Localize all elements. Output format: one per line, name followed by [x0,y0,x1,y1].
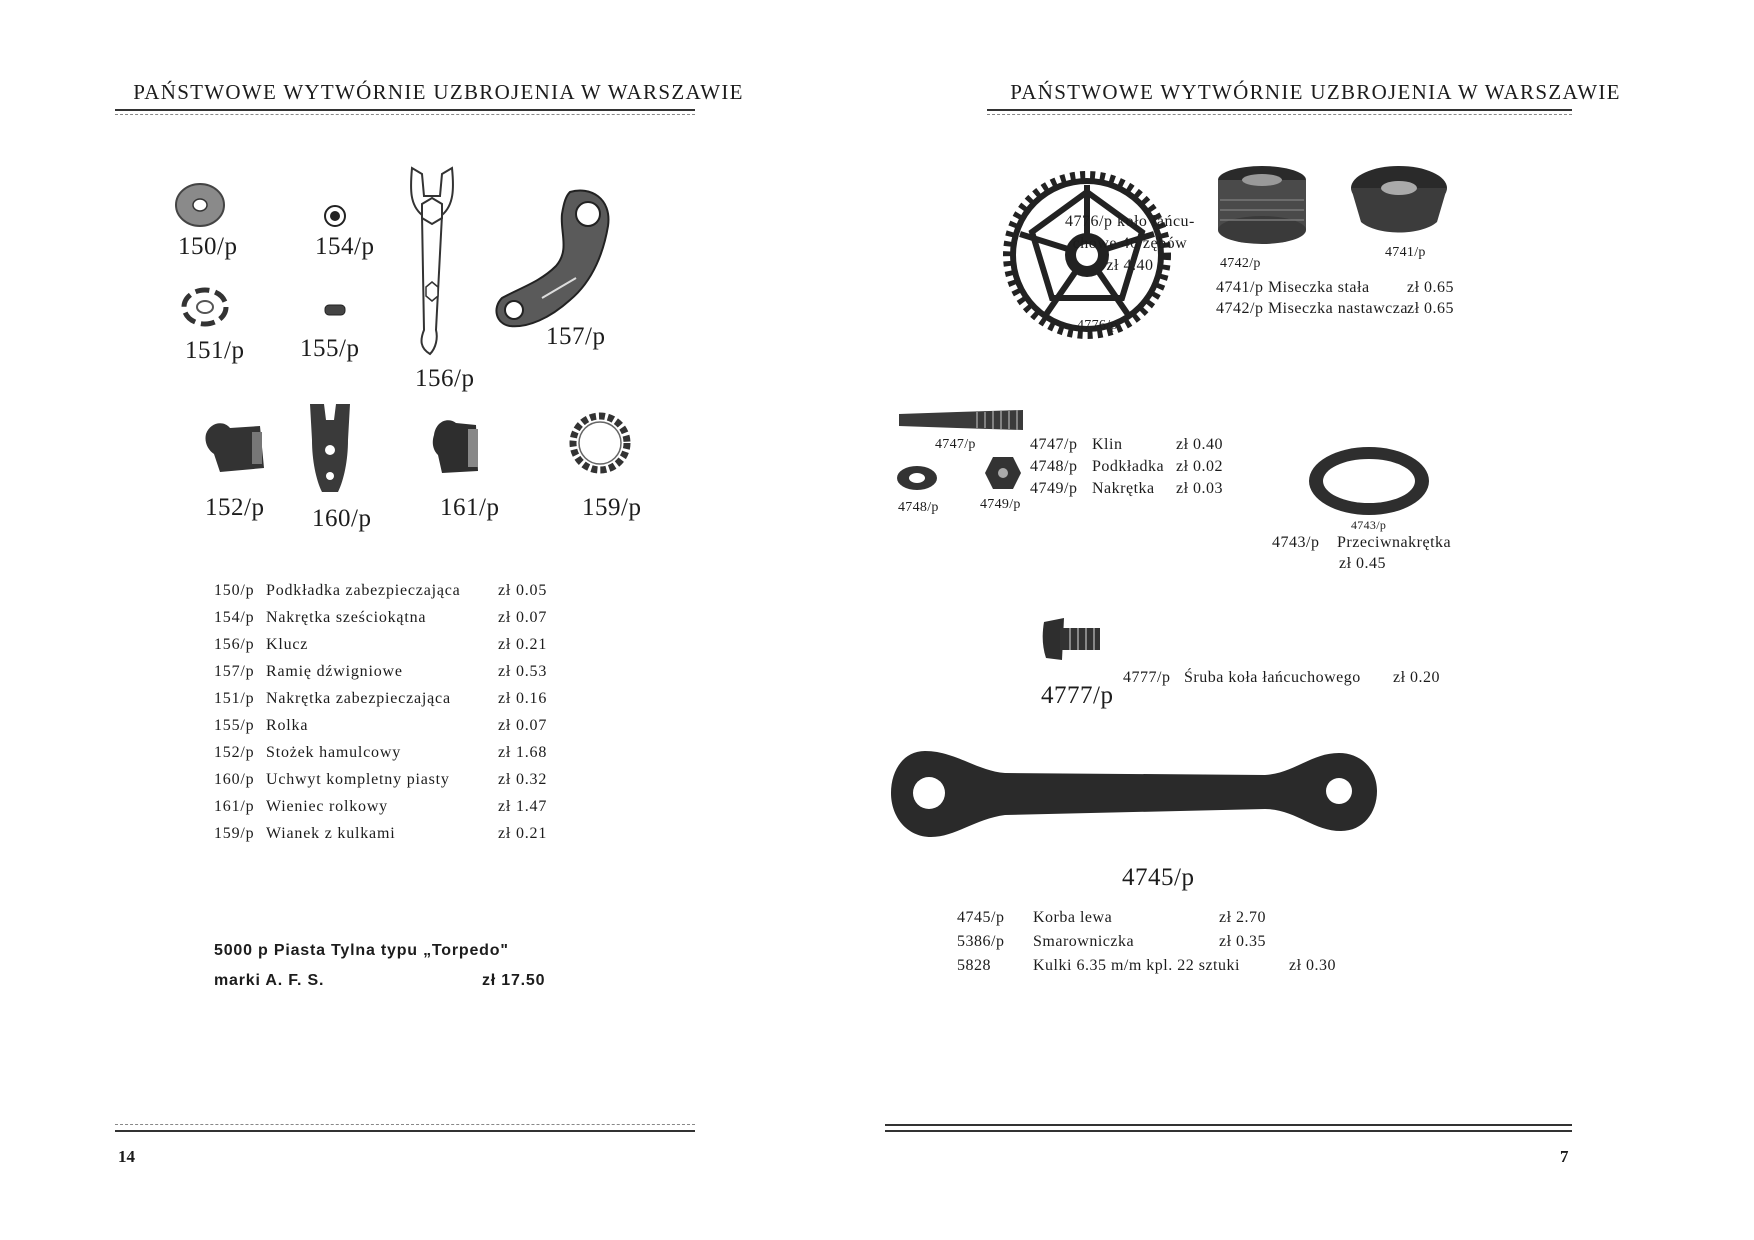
part-name: Podkładka zabezpieczająca [266,582,461,599]
part-name: Klin [1092,436,1123,453]
label-156: 156/p [415,365,475,392]
crank-4745-figure [885,745,1381,845]
part-name: Podkładka [1092,458,1165,475]
part-price: zł 0.07 [498,717,548,734]
label-4741: 4741/p [1385,245,1426,260]
sprocket-price: zł 4.40 [1106,257,1154,274]
label-154: 154/p [315,233,375,260]
part-name: Stożek hamulcowy [266,744,401,761]
label-152: 152/p [205,494,265,521]
part-code: 4748/p [1030,458,1078,475]
lever-arm-157-figure [490,180,620,340]
page-header: PAŃSTWOWE WYTWÓRNIE UZBROJENIA W WARSZAWIE [133,80,744,104]
label-4742: 4742/p [1220,256,1261,271]
wrench-156-figure [402,160,462,360]
right-catalog-page [877,0,1754,1240]
part-name: Nakrętka sześciokątna [266,609,427,626]
cup-4742-price: zł 0.65 [1407,300,1455,317]
part-code: 5386/p [957,933,1005,950]
locknut-151-figure [180,285,230,329]
screw-4777-figure [1040,612,1104,666]
part-name: Smarowniczka [1033,933,1135,950]
footer-rule-thin [115,1124,695,1125]
nut-154-figure [322,203,348,229]
screw-code: 4777/p [1123,669,1171,686]
label-160: 160/p [312,505,372,532]
part-code: 155/p [214,717,255,734]
roller-155-figure [324,303,346,317]
label-155: 155/p [300,335,360,362]
part-code: 157/p [214,663,255,680]
part-price: zł 1.47 [498,798,548,815]
part-code: 160/p [214,771,255,788]
part-price: zł 2.70 [1219,909,1267,926]
part-price: zł 0.21 [498,825,548,842]
part-price: zł 0.03 [1176,480,1224,497]
sprocket-desc-line-1: 4776/p koło łańcu- [1065,213,1195,230]
washer-150-figure [170,180,230,230]
part-code: 4747/p [1030,436,1078,453]
footer-rule [885,1124,1572,1126]
footer-rule [115,1130,695,1132]
nut-4749-figure [983,455,1023,491]
part-price: zł 0.02 [1176,458,1224,475]
part-code: 4749/p [1030,480,1078,497]
label-4743: 4743/p [1351,518,1387,532]
part-name: Klucz [266,636,309,653]
header-rule [115,109,695,111]
label-161: 161/p [440,494,500,521]
washer-4748-figure [895,463,939,493]
page-header: PAŃSTWOWE WYTWÓRNIE UZBROJENIA W WARSZAWIE [1010,80,1621,104]
page-number: 7 [1560,1147,1569,1166]
locknut-4743-figure [1306,443,1432,519]
part-price: zł 0.16 [498,690,548,707]
hub-make: marki A. F. S. [214,972,325,989]
part-code: 152/p [214,744,255,761]
screw-price: zł 0.20 [1393,669,1441,686]
label-4748: 4748/p [898,500,939,515]
header-rule [987,109,1572,111]
cup-4742-text: 4742/p Miseczka nastawcza [1216,300,1408,317]
part-code: 4745/p [957,909,1005,926]
part-price: zł 1.68 [498,744,548,761]
part-code: 156/p [214,636,255,653]
roller-ring-161-figure [428,415,484,477]
hub-title: 5000 p Piasta Tylna typu „Torpedo" [214,942,509,959]
part-name: Rolka [266,717,309,734]
locknut-price: zł 0.45 [1339,555,1387,572]
part-code: 159/p [214,825,255,842]
part-name: Kulki 6.35 m/m kpl. 22 sztuki [1033,957,1240,974]
part-code: 5828 [957,957,991,974]
part-price: zł 0.07 [498,609,548,626]
part-name: Wianek z kulkami [266,825,396,842]
part-name: Ramię dźwigniowe [266,663,403,680]
part-price: zł 0.40 [1176,436,1224,453]
part-name: Wieniec rolkowy [266,798,388,815]
footer-rule-2 [885,1130,1572,1132]
hub-price: zł 17.50 [482,972,546,989]
part-price: zł 0.32 [498,771,548,788]
label-4745: 4745/p [1122,864,1195,891]
label-4747: 4747/p [935,437,976,452]
header-rule-thin [115,114,695,115]
part-name: Korba lewa [1033,909,1113,926]
part-code: 150/p [214,582,255,599]
hub-bracket-160-figure [304,400,356,496]
sprocket-description [1065,211,1195,277]
locknut-code: 4743/p [1272,534,1320,551]
header-rule-thin [987,114,1572,115]
sprocket-desc-line-2: chowe 46 zębów [1072,235,1188,252]
cup-4741-price: zł 0.65 [1407,279,1455,296]
label-4777: 4777/p [1041,682,1114,709]
page-number: 14 [118,1147,135,1166]
part-price: zł 0.53 [498,663,548,680]
part-price: zł 0.30 [1289,957,1337,974]
label-151: 151/p [185,337,245,364]
brake-cone-152-figure [200,418,270,478]
part-name: Nakrętka [1092,480,1155,497]
part-code: 154/p [214,609,255,626]
part-name: Uchwyt kompletny piasty [266,771,450,788]
wedge-4747-figure [897,408,1025,432]
label-159: 159/p [582,494,642,521]
part-price: zł 0.35 [1219,933,1267,950]
ball-ring-159-figure [565,408,635,478]
label-157: 157/p [546,323,606,350]
cup-4741-figure [1347,160,1451,240]
label-4749: 4749/p [980,497,1021,512]
locknut-name: Przeciwnakrętka [1337,534,1452,551]
label-4776: 4776/p [1077,318,1118,333]
screw-name: Śruba koła łańcuchowego [1184,669,1361,686]
part-code: 151/p [214,690,255,707]
part-name: Nakrętka zabezpieczająca [266,690,451,707]
cup-4742-figure [1214,160,1310,250]
part-price: zł 0.21 [498,636,548,653]
part-price: zł 0.05 [498,582,548,599]
cup-4741-text: 4741/p Miseczka stała [1216,279,1370,296]
label-150: 150/p [178,233,238,260]
part-code: 161/p [214,798,255,815]
